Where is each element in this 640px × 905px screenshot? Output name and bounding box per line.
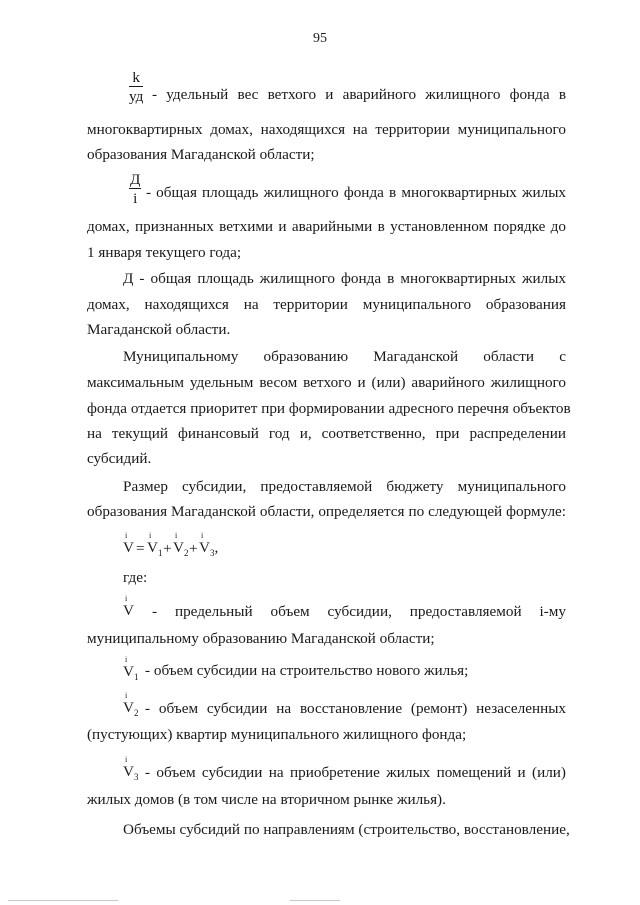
text-line: максимальным удельным весом ветхого и (или) аварийного жилищного [87, 374, 566, 391]
fraction-denominator: уд [129, 88, 144, 106]
text-line: (пустующих) квартир муниципального жилищного фонда; [87, 726, 467, 743]
formula-plus: + [163, 540, 172, 557]
text-line: - удельный вес ветхого и аварийного жилищного фонда в [152, 86, 566, 103]
fraction-k-ud [129, 70, 143, 104]
text-line: 1 января текущего года; [87, 244, 242, 261]
definition-symbol-v3: i $V_3$ [123, 755, 139, 782]
text-line: жилых домов (в том числе на вторичном рынке жилья). [87, 791, 446, 808]
scan-edge-line [290, 900, 340, 901]
fraction-denominator: i [133, 190, 138, 208]
text-line: домах, находящихся на территории муниципального образования [87, 296, 566, 313]
text-line: - общая площадь жилищного фонда в многоквартирных жилых [146, 184, 566, 201]
page-number: 95 [313, 31, 327, 46]
text-line: субсидий. [87, 450, 152, 467]
text-where: где: [123, 569, 148, 586]
text-line: - объем субсидии на приобретение жилых помещений и (или) [145, 764, 566, 781]
text-line: многоквартирных домах, находящихся на территории муниципального [87, 121, 566, 138]
text-line: образования Магаданской области, определяется по следующей формуле: [87, 503, 566, 520]
text-line: фонда отдается приоритет при формировании адресного перечня объектов [87, 400, 571, 417]
text-line: образования Магаданской области; [87, 146, 315, 163]
scan-edge-line [8, 900, 118, 901]
text-line: - объем субсидии на восстановление (ремонт) незаселенных [145, 700, 566, 717]
text-line: - объем субсидии на строительство нового жилья; [145, 662, 469, 679]
formula-symbol-v1: i $V_1$ [147, 531, 163, 558]
text-line: на текущий финансовый год и, соответственно, при распределении [87, 425, 566, 442]
text-line: Муниципальному образованию Магаданской области с [123, 348, 566, 365]
definition-symbol-v: i V [123, 594, 134, 619]
formula-plus: + [189, 540, 198, 557]
fraction-d-i [129, 172, 141, 206]
text-line: Объемы субсидий по направлениям (строительство, восстановление, [123, 821, 570, 838]
text-line: Магаданской области. [87, 321, 231, 338]
text-line: Размер субсидии, предоставляемой бюджету муниципального [123, 478, 566, 495]
formula-symbol-v2: i $V_2$ [173, 531, 189, 558]
text-line: Д - общая площадь жилищного фонда в многоквартирных жилых [123, 270, 566, 287]
fraction-numerator: Д [130, 171, 141, 188]
definition-symbol-v2: i $V_2$ [123, 691, 139, 718]
text-line: муниципальному образованию Магаданской области; [87, 630, 435, 647]
text-line: - предельный объем субсидии, предоставляемой i-му [152, 603, 566, 620]
definition-symbol-v1: i $V_1$ [123, 655, 139, 682]
formula-symbol-v3: i $V_3$, [199, 531, 219, 558]
text-line: домах, признанных ветхими и аварийными в установленном порядке до [87, 218, 566, 235]
fraction-numerator: k [129, 70, 143, 87]
formula-equals: = [136, 540, 145, 557]
formula-symbol-v: i V [123, 531, 134, 556]
